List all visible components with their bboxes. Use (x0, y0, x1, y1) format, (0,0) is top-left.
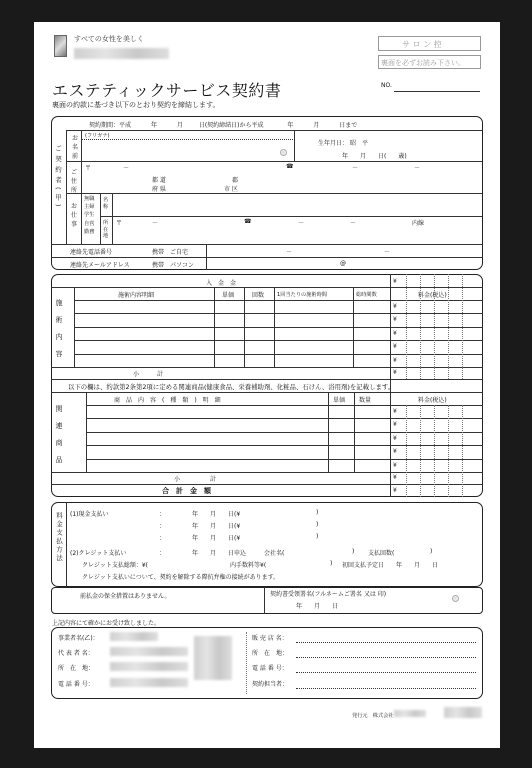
grand-total-label: 合 計 金 額 (162, 487, 211, 495)
digit-separator (406, 274, 407, 367)
cash-date-yen: 年 月 日(¥ (192, 535, 241, 542)
cash-colon: ： (159, 511, 166, 518)
cash-date-yen: 年 月 日(¥ (192, 511, 241, 518)
goods-row-yen: ¥ (393, 434, 397, 442)
cash-close: ) (316, 533, 319, 540)
goods-row-yen: ¥ (393, 461, 397, 469)
receipt-seal: ㊞ (453, 596, 458, 601)
store-phone-label: 電 話 番 号： (252, 665, 288, 672)
customer-seal: ㊞ (281, 150, 286, 155)
goods-row-yen: ¥ (393, 408, 397, 415)
cash-close: ) (316, 521, 319, 528)
treatment-row-line (74, 354, 483, 355)
treatment-header-count: 回数 (252, 292, 265, 299)
digit-separator (448, 405, 449, 497)
document-title: エステティックサービス契約書 (52, 81, 282, 100)
treatment-row-yen: ¥ (393, 303, 397, 310)
digit-separator (420, 367, 421, 379)
goods-row-line (86, 432, 483, 433)
goods-header-price: 単価 (333, 397, 346, 404)
treatment-row-yen: ¥ (393, 356, 397, 364)
goods-header-fee: 料金(税込) (418, 397, 447, 404)
cash-colon: ： (159, 535, 166, 542)
receipt-date: 年 月 日 (296, 603, 339, 610)
cash-date-yen: 年 月 日(¥ (192, 523, 241, 530)
digit-separator (406, 405, 407, 497)
treatment-subtotal-label: 小 計 (133, 371, 164, 378)
credit-total: クレジット支払総額：¥( (82, 562, 149, 569)
treatment-header-total-time: 総時間数 (356, 292, 377, 298)
goods-row-line (86, 459, 483, 460)
digit-separator (448, 274, 449, 367)
representative-label: 代 表 者 名： (58, 650, 94, 657)
goods-subtotal-label: 小 計 (174, 476, 217, 483)
work-name-label: 名称 (103, 197, 109, 210)
home-phone-mark: ☎ (286, 163, 294, 170)
contact-phone-label: 連絡先電話番号 (70, 249, 113, 256)
digit-separator (434, 274, 435, 367)
digit-separator (434, 367, 435, 379)
treatment-header-detail: 施術内容明細 (118, 292, 155, 299)
deposit-label: 入 金 金 (206, 280, 237, 287)
company-logo-blurred (74, 48, 169, 59)
credit-note: クレジット支払いについて、契約を解除する際抗弁権の接続があります。 (82, 574, 280, 581)
goods-row-yen: ¥ (393, 421, 397, 429)
goods-header-detail: 商 品 内 容 ( 種 類 ) 明 細 (114, 397, 221, 404)
customer-side-label: ご契約者(甲) (54, 145, 62, 211)
extension-label: 内線 (412, 220, 425, 227)
store-name-label: 販 売 店 名： (252, 635, 288, 642)
digit-separator (462, 367, 463, 379)
goods-header-qty: 数量 (359, 397, 372, 404)
goods-note: 以下の欄は、約款第2条第2項に定める関連商品(健康食品、栄養補助剤、化粧品、石けん、浴用剤)を記載します。 (68, 383, 395, 391)
goods-row-line (86, 418, 483, 419)
tagline: すべての女性を美しく (74, 35, 144, 43)
email-label: 連絡先メールアドレス (70, 262, 130, 269)
treatment-row-yen: ¥ (393, 343, 397, 351)
credit-label: (2)クレジット支払い (70, 550, 127, 557)
goods-side-label: 関連商品 (55, 405, 63, 473)
salon-copy-label: サ ロ ン 控 (402, 40, 442, 49)
goods-row-yen: ¥ (393, 448, 397, 456)
business-address-label: 所 在 地： (58, 665, 95, 672)
at-mark: @ (340, 260, 346, 267)
contact-phone-value: 携帯 ご自宅 (152, 249, 189, 256)
treatment-row-line (74, 327, 483, 328)
treatment-row-line (74, 340, 483, 341)
birth-label: 生年月日： 昭 平 (318, 140, 368, 147)
digit-separator (462, 274, 463, 367)
publisher-label: 発行元 株式会社 (352, 713, 394, 719)
business-phone-label: 電 話 番 号： (58, 681, 94, 688)
work-types: 無職 主婦 学生 自営 勤務 (84, 196, 95, 235)
digit-separator (448, 367, 449, 379)
digit-separator (420, 274, 421, 367)
work-address-label: 所在地 (103, 220, 109, 239)
treatment-header-fee: 料金(税込) (418, 292, 447, 299)
contract-period-label: 契約期間：平成 (89, 122, 132, 129)
contractor-label: 契約担当者： (252, 681, 289, 688)
work-label: お仕事 (71, 203, 78, 228)
contract-paper: すべての女性を美しく サ ロ ン 控 裏面を必ずお読み下さい。 エステティックサービス契約書 NO. 裏面の約款に基づき以下のとおり契約を締結します。 契約期間：平成 年 月 日(契約締結日)から平成 年 月 日まで ご契約者(甲) お名前 (フリガナ) ㊞ 生年月日： 昭 平 年 月 日( 歳) ご住所 〒 － ☎ － － 都 道 府 県 郡 市 区 お仕事 無職 主婦 学生 自営 勤務 名称 所在地 〒 － ☎ － － 内線 連絡先電話番号 携帯 ご自宅 － － 連絡先メールアドレス 携帯 パソコン @ 入 金 金 ¥ 施術内容 施術内容明細 単価 回数 1回当たりの施術時間 総時間数 料金(税込) ¥ ¥ ¥ ¥ ¥ 小 計 ¥ 以下の欄は、約款第2条第2項に定める関連商品(健康食品、栄養補助剤、化粧品、石けん、浴用剤)を記載します。 関連商品 商 品 内 容 ( 種 類 ) 明 細 単価 数量 料金(税込) ¥ ¥ ¥ ¥ ¥ 小 計 ¥ 合 計 金 額 ¥ 料金支払方法 (1)現金支払い ： 年 月 日(¥ ) ： 年 月 日(¥ ) ： 年 月 日(¥ ) (2)クレジット支払い ： 年 月 日申込 会社名( ) 支払回数( ) クレジット支払総額：¥( 内手数料等¥( ) 初回支払予定日 年 月 日 クレジット支払いについて、契約を解除する際抗弁権の接続があります。 前払金の保全措置はありません。 契約書受領署名(フルネームご署名 又は 印) 年 月 日 ㊞ 上記内容にて確かにお受け致しました。 事業者名(乙)： 代 表 者 名： 所 在 地： 電 話 番 号： 販 売 店 名： 所 在 地： 電 話 番 号： 契約担当者： 発行元 株式会社 (34, 22, 500, 748)
treatment-side-label: 施術内容 (55, 299, 63, 367)
logo-icon (54, 35, 67, 57)
birth-ymd: 年 月 日( 歳) (342, 153, 407, 160)
digit-separator (434, 405, 435, 497)
payment-side-label: 料金支払方法 (55, 512, 63, 563)
company-seal-blurred (194, 636, 232, 680)
document-subtitle: 裏面の約款に基づき以下のとおり契約を締結します。 (52, 101, 220, 109)
business-name-label: 事業者名(乙)： (58, 635, 99, 642)
digit-separator (420, 405, 421, 497)
treatment-row-yen: ¥ (393, 316, 397, 324)
address-label: ご住所 (71, 169, 78, 194)
cash-close: ) (316, 509, 319, 516)
digit-separator (462, 405, 463, 497)
name-label: お名前 (72, 135, 79, 160)
postal-mark: 〒 (85, 165, 92, 172)
treatment-header-price: 単価 (222, 292, 235, 299)
treatment-row-line (74, 313, 483, 314)
cash-label: (1)現金支払い (70, 511, 109, 518)
work-phone-mark: ☎ (244, 218, 252, 225)
notice-text: 裏面を必ずお読み下さい。 (381, 59, 465, 67)
furigana-label: (フリガナ) (85, 133, 110, 139)
cash-colon: ： (159, 523, 166, 530)
receipt-note: 上記内容にて確かにお受け致しました。 (52, 620, 161, 627)
goods-row-line (86, 445, 483, 446)
email-value: 携帯 パソコン (152, 262, 194, 269)
no-label: NO. (381, 82, 392, 89)
store-address-label: 所 在 地： (252, 650, 289, 657)
digit-separator (406, 367, 407, 379)
treatment-row-yen: ¥ (393, 329, 397, 337)
guarantee-text: 前払金の保全措置はありません。 (80, 593, 171, 600)
treatment-header-time: 1回当たりの施術時間 (277, 292, 327, 298)
receipt-signature-label: 契約書受領署名(フルネームご署名 又は 印) (270, 591, 387, 598)
